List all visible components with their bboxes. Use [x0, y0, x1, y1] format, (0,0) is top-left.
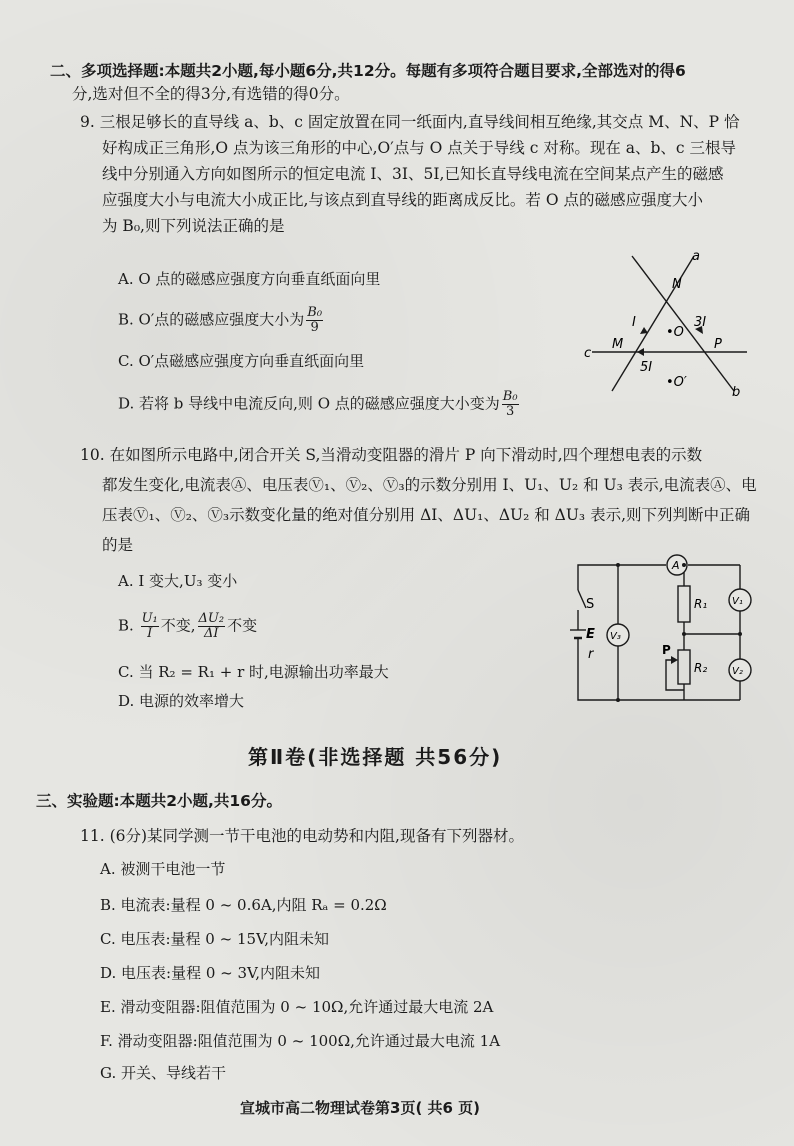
- wire: [578, 565, 634, 590]
- fraction: $\frac{\text{B₀}}{9}$: [307, 305, 323, 335]
- slider-arrow: [671, 656, 678, 664]
- junction-dot: [738, 632, 742, 636]
- resistor-r2: [678, 650, 690, 684]
- fraction: $\frac{\text{U₁}}{I}$: [141, 611, 158, 641]
- q9-option-d: [118, 390, 521, 419]
- label-b: b: [732, 385, 741, 400]
- label-v3: V₃: [610, 631, 621, 642]
- resistor-r1: [678, 586, 690, 622]
- label-p: P: [714, 337, 722, 352]
- q11-item-f: F. 滑动变阻器:阻值范围为 0 ~ 100Ω,允许通过最大电流 1A: [100, 1032, 501, 1050]
- q9-wire-figure: [582, 246, 752, 406]
- q11-item-b: B. 电流表:量程 0 ~ 0.6A,内阻 Rₐ = 0.2Ω: [100, 896, 387, 914]
- q11-item-d: D. 电压表:量程 0 ~ 3V,内阻未知: [100, 964, 321, 982]
- q10-circuit-figure: [568, 550, 758, 710]
- label-a: a: [692, 249, 700, 264]
- slider-wire: [666, 660, 684, 690]
- fraction: $\frac{\text{B₀}}{3}$: [502, 389, 518, 419]
- wire: [578, 638, 740, 700]
- q10-option-a: A. I 变大,U₃ 变小: [118, 572, 238, 590]
- label-n: N: [672, 277, 682, 292]
- q10-option-b-text: B.: [118, 616, 134, 635]
- junction-dot: [682, 632, 686, 636]
- label-current-5i: 5I: [640, 360, 653, 375]
- q9-line3: 线中分别通入方向如图所示的恒定电流 I、3I、5I,已知长直导线电流在空间某点产生的磁感: [102, 165, 724, 183]
- q10-line2: 都发生变化,电流表Ⓐ、电压表Ⓥ₁、Ⓥ₂、Ⓥ₃的示数分别用 I、U₁、U₂ 和 U₃ 表示,电流表Ⓐ、电: [102, 476, 757, 494]
- q10-line4: 的是: [102, 536, 134, 554]
- part2-title: 第Ⅱ卷(非选择题 共56分): [248, 745, 503, 769]
- q9-line4: 应强度大小与电流大小成正比,与该点到直导线的距离成反比。若 O 点的磁感应强度大小: [102, 191, 703, 209]
- label-c: c: [584, 346, 592, 361]
- q9-option-c: C. O′点磁感应强度方向垂直纸面向里: [118, 352, 365, 370]
- label-m: M: [612, 337, 624, 352]
- q10-option-b: B. $\frac{\text{U₁}}{I}$ 不变, $\frac{\text{ΔU₂}}{\Delta I}$ 不变: [118, 611, 258, 641]
- label-point-o: •O: [666, 325, 684, 340]
- label-r1: R₁: [694, 597, 708, 611]
- label-switch: S: [586, 597, 595, 612]
- label-current-3i: 3I: [694, 315, 707, 330]
- label-emf: E: [586, 627, 595, 642]
- q9-line5: 为 B₀,则下列说法正确的是: [102, 217, 285, 235]
- section3-header: 三、实验题:本题共2小题,共16分。: [36, 792, 282, 810]
- q9-option-a: A. O 点的磁感应强度方向垂直纸面向里: [118, 270, 381, 288]
- q9-option-d-text: D. 若将 b 导线中电流反向,则 O 点的磁感应强度大小变为: [118, 394, 500, 413]
- arrow-a: [640, 327, 648, 334]
- label-point-o-prime: •O′: [666, 375, 687, 390]
- q10-option-c: C. 当 R₂ = R₁ + r 时,电源输出功率最大: [118, 663, 389, 681]
- page-footer: 宣城市高二物理试卷第3页( 共6 页): [240, 1099, 481, 1117]
- q10-line1: 10. 在如图所示电路中,闭合开关 S,当滑动变阻器的滑片 P 向下滑动时,四个理想电表的示数: [80, 446, 703, 464]
- label-r2: R₂: [694, 661, 708, 675]
- q11-item-c: C. 电压表:量程 0 ~ 15V,内阻未知: [100, 930, 330, 948]
- switch-blade: [578, 590, 586, 608]
- label-v2: V₂: [732, 666, 743, 677]
- q11-item-a: A. 被测干电池一节: [100, 860, 226, 878]
- q9-option-b: [118, 306, 325, 335]
- section2-header: 二、多项选择题:本题共2小题,每小题6分,共12分。每题有多项符合题目要求,全部选对的得6: [50, 62, 686, 80]
- q10-line3: 压表Ⓥ₁、Ⓥ₂、Ⓥ₃示数变化量的绝对值分别用 ΔI、ΔU₁、ΔU₂ 和 ΔU₃ 表示,则下列判断中正确: [102, 506, 751, 524]
- q9-option-b-text: B. O′点的磁感应强度大小为: [118, 310, 305, 329]
- label-slider-p: P: [662, 643, 671, 657]
- label-internal-r: r: [588, 647, 594, 662]
- q10-option-d: D. 电源的效率增大: [118, 692, 245, 710]
- q9-line2: 好构成正三角形,O 点为该三角形的中心,O′点与 O 点关于导线 c 对称。现在 a、b、c 三根导: [102, 139, 737, 157]
- q11-item-e: E. 滑动变阻器:阻值范围为 0 ~ 10Ω,允许通过最大电流 2A: [100, 998, 494, 1016]
- junction-dot: [616, 563, 620, 567]
- q11-item-g: G. 开关、导线若干: [100, 1064, 226, 1082]
- q11-stem: 11. (6分)某同学测一节干电池的电动势和内阻,现备有下列器材。: [80, 827, 524, 845]
- junction-dot: [682, 563, 686, 567]
- label-ammeter: A: [672, 559, 680, 572]
- q9-line1: 9. 三根足够长的直导线 a、b、c 固定放置在同一纸面内,直导线间相互绝缘,其交点 M、N、P 恰: [80, 113, 740, 131]
- label-v1: V₁: [732, 596, 743, 607]
- label-current-i: I: [632, 315, 636, 330]
- fraction: $\frac{\text{ΔU₂}}{\Delta I}$: [198, 611, 225, 641]
- junction-dot: [616, 698, 620, 702]
- section2-header-cont: 分,选对但不全的得3分,有选错的得0分。: [72, 85, 350, 103]
